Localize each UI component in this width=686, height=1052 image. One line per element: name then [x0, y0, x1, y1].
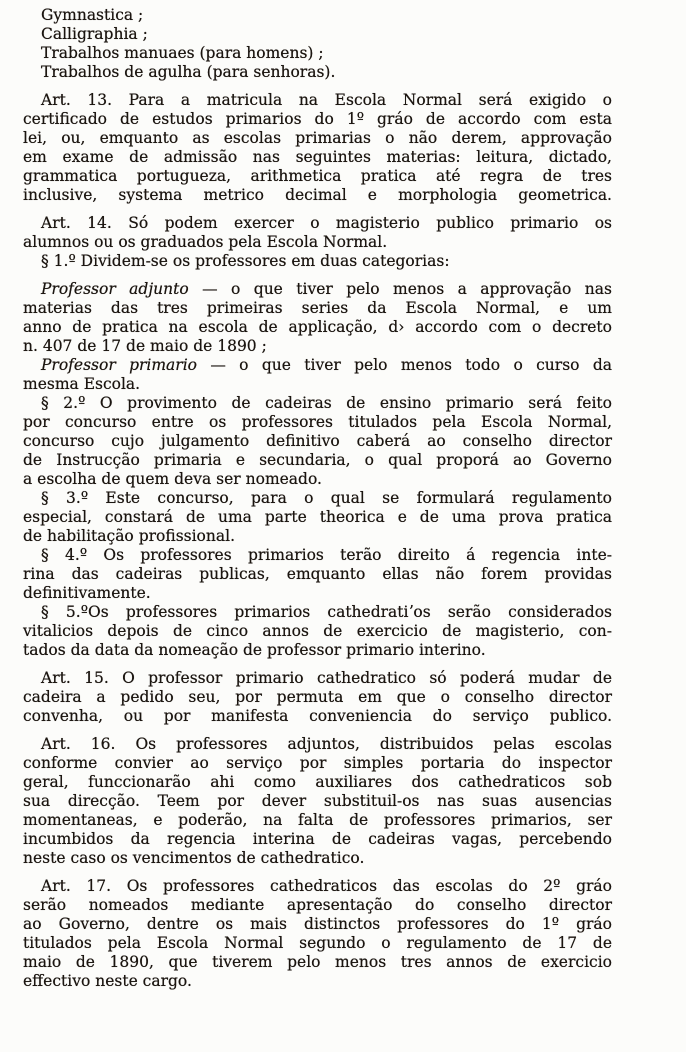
text-line	[23, 63, 612, 82]
text-line	[23, 915, 612, 934]
text-segment: tados da data da nomeação de professor primario interino.	[23, 641, 486, 659]
text-segment: a escolha de quem deva ser nomeado.	[23, 470, 322, 488]
text-line	[23, 91, 612, 110]
text-segment: effectivo neste cargo.	[23, 972, 192, 990]
text-line	[23, 972, 612, 991]
paragraph-art-14	[23, 214, 612, 271]
text-line	[23, 584, 612, 603]
paragraph-art-15	[23, 669, 612, 726]
text-line	[23, 707, 612, 726]
text-line	[23, 669, 612, 688]
paragraph-par-3	[23, 489, 612, 546]
paragraph-subject-list	[23, 6, 612, 82]
text-segment: titulados pela Escola Normal segundo o regulamento de 17 de	[23, 934, 612, 952]
text-segment: geral, funccionarão ahi como auxiliares dos cathedraticos sob	[23, 773, 612, 791]
text-segment: Gymnastica ;	[41, 6, 144, 24]
text-segment: maio de 1890, que tiverem pelo menos tres annos de exercicio	[23, 953, 612, 971]
text-segment: § 2.º O provimento de cadeiras de ensino primario será feito	[41, 394, 612, 412]
text-line	[23, 641, 612, 660]
text-line	[23, 356, 612, 375]
text-line	[23, 280, 612, 299]
text-segment: Art. 14. Só podem exercer o magisterio publico primario os	[41, 214, 612, 232]
text-segment: momentaneas, e poderão, na falta de professores primarios, ser	[23, 811, 612, 829]
paragraph-professor-primario	[23, 356, 612, 394]
italic-term: Professor primario	[41, 356, 197, 374]
text-segment: rina das cadeiras publicas, emquanto ellas não forem providas	[23, 565, 612, 583]
text-segment: definitivamente.	[23, 584, 151, 602]
text-line	[23, 129, 612, 148]
text-segment: inclusive, systema metrico decimal e morphologia geometrica.	[23, 186, 612, 204]
text-line	[23, 25, 612, 44]
text-segment: de Instrucção primaria e secundaria, o qual proporá ao Governo	[23, 451, 612, 469]
text-segment: Art. 17. Os professores cathedraticos das escolas do 2º gráo	[41, 877, 612, 895]
text-segment: Trabalhos de agulha (para senhoras).	[41, 63, 336, 81]
text-segment: convenha, ou por manifesta conveniencia do serviço publico.	[23, 707, 612, 725]
text-segment: alumnos ou os graduados pela Escola Normal.	[23, 233, 388, 251]
text-segment: mesma Escola.	[23, 375, 141, 393]
paragraph-art-13	[23, 91, 612, 205]
text-line	[23, 546, 612, 565]
text-segment: § 5.ºOs professores primarios cathedratiʼos serão considerados	[41, 603, 612, 621]
paragraph-par-4	[23, 546, 612, 603]
text-segment: — o que tiver pelo menos a approvação nas	[188, 280, 612, 298]
text-segment: Trabalhos manuaes (para homens) ;	[41, 44, 324, 62]
paragraph-art-17	[23, 877, 612, 991]
text-line	[23, 432, 612, 451]
text-segment: cadeira a pedido seu, por permuta em que o conselho director	[23, 688, 612, 706]
text-segment: em exame de admissão nas seguintes materias: leitura, dictado,	[23, 148, 612, 166]
text-segment: grammatica portugueza, arithmetica pratica até regra de tres	[23, 167, 612, 185]
text-segment: vitalicios depois de cinco annos de exercicio de magisterio, con-	[23, 622, 612, 640]
text-line	[23, 792, 612, 811]
text-line	[23, 811, 612, 830]
text-line	[23, 773, 612, 792]
text-line	[23, 470, 612, 489]
text-line	[23, 214, 612, 233]
text-line	[23, 451, 612, 470]
text-line	[23, 934, 612, 953]
text-line	[23, 337, 612, 356]
text-segment: Art. 13. Para a matricula na Escola Normal será exigido o	[41, 91, 612, 109]
text-line	[23, 394, 612, 413]
text-line	[23, 375, 612, 394]
text-line	[23, 167, 612, 186]
text-segment: lei, ou, emquanto as escolas primarias o não derem, approvação	[23, 129, 612, 147]
text-segment: § 1.º Dividem-se os professores em duas categorias:	[41, 252, 450, 270]
text-segment: § 4.º Os professores primarios terão direito á regencia inte-	[41, 546, 612, 564]
text-segment: — o que tiver pelo menos todo o curso da	[197, 356, 612, 374]
text-line	[23, 148, 612, 167]
text-segment: materias das tres primeiras series da Escola Normal, e um	[23, 299, 612, 317]
text-segment: incumbidos da regencia interina de cadeiras vagas, percebendo	[23, 830, 612, 848]
text-line	[23, 754, 612, 773]
text-line	[23, 896, 612, 915]
text-segment: sua direcção. Teem por dever substituil-os nas suas ausencias	[23, 792, 612, 810]
text-segment: Art. 15. O professor primario cathedratico só poderá mudar de	[41, 669, 612, 687]
text-segment: por concurso entre os professores titulados pela Escola Normal,	[23, 413, 612, 431]
text-line	[23, 110, 612, 129]
text-line	[23, 830, 612, 849]
text-segment: de habilitação profissional.	[23, 527, 235, 545]
text-segment: concurso cujo julgamento definitivo caberá ao conselho director	[23, 432, 612, 450]
text-line	[23, 413, 612, 432]
paragraph-par-2	[23, 394, 612, 489]
text-line	[23, 953, 612, 972]
text-line	[23, 735, 612, 754]
text-line	[23, 688, 612, 707]
text-line	[23, 489, 612, 508]
text-segment: certificado de estudos primarios do 1º gráo de accordo com esta	[23, 110, 612, 128]
text-line	[23, 318, 612, 337]
text-segment: serão nomeados mediante apresentação do conselho director	[23, 896, 612, 914]
paragraph-professor-adjunto	[23, 280, 612, 356]
text-line	[23, 233, 612, 252]
text-line	[23, 299, 612, 318]
text-line	[23, 6, 612, 25]
text-line	[23, 44, 612, 63]
text-segment: anno de pratica na escola de applicação, d› accordo com o decreto	[23, 318, 612, 336]
text-line	[23, 622, 612, 641]
text-segment: neste caso os vencimentos de cathedratico.	[23, 849, 365, 867]
text-line	[23, 603, 612, 622]
text-segment: § 3.º Este concurso, para o qual se formulará regulamento	[41, 489, 612, 507]
paragraph-par-5	[23, 603, 612, 660]
text-segment: n. 407 de 17 de maio de 1890 ;	[23, 337, 267, 355]
text-line	[23, 252, 612, 271]
text-line	[23, 508, 612, 527]
text-line	[23, 877, 612, 896]
text-line	[23, 527, 612, 546]
text-line	[23, 565, 612, 584]
italic-term: Professor adjunto	[41, 280, 189, 298]
text-segment: conforme convier ao serviço por simples portaria do inspector	[23, 754, 612, 772]
text-segment: Calligraphia ;	[41, 25, 148, 43]
text-segment: Art. 16. Os professores adjuntos, distribuidos pelas escolas	[41, 735, 612, 753]
text-segment: ao Governo, dentre os mais distinctos professores do 1º gráo	[23, 915, 612, 933]
text-line	[23, 186, 612, 205]
paragraph-art-16	[23, 735, 612, 868]
text-segment: especial, constará de uma parte theorica e de uma prova pratica	[23, 508, 612, 526]
text-line	[23, 849, 612, 868]
